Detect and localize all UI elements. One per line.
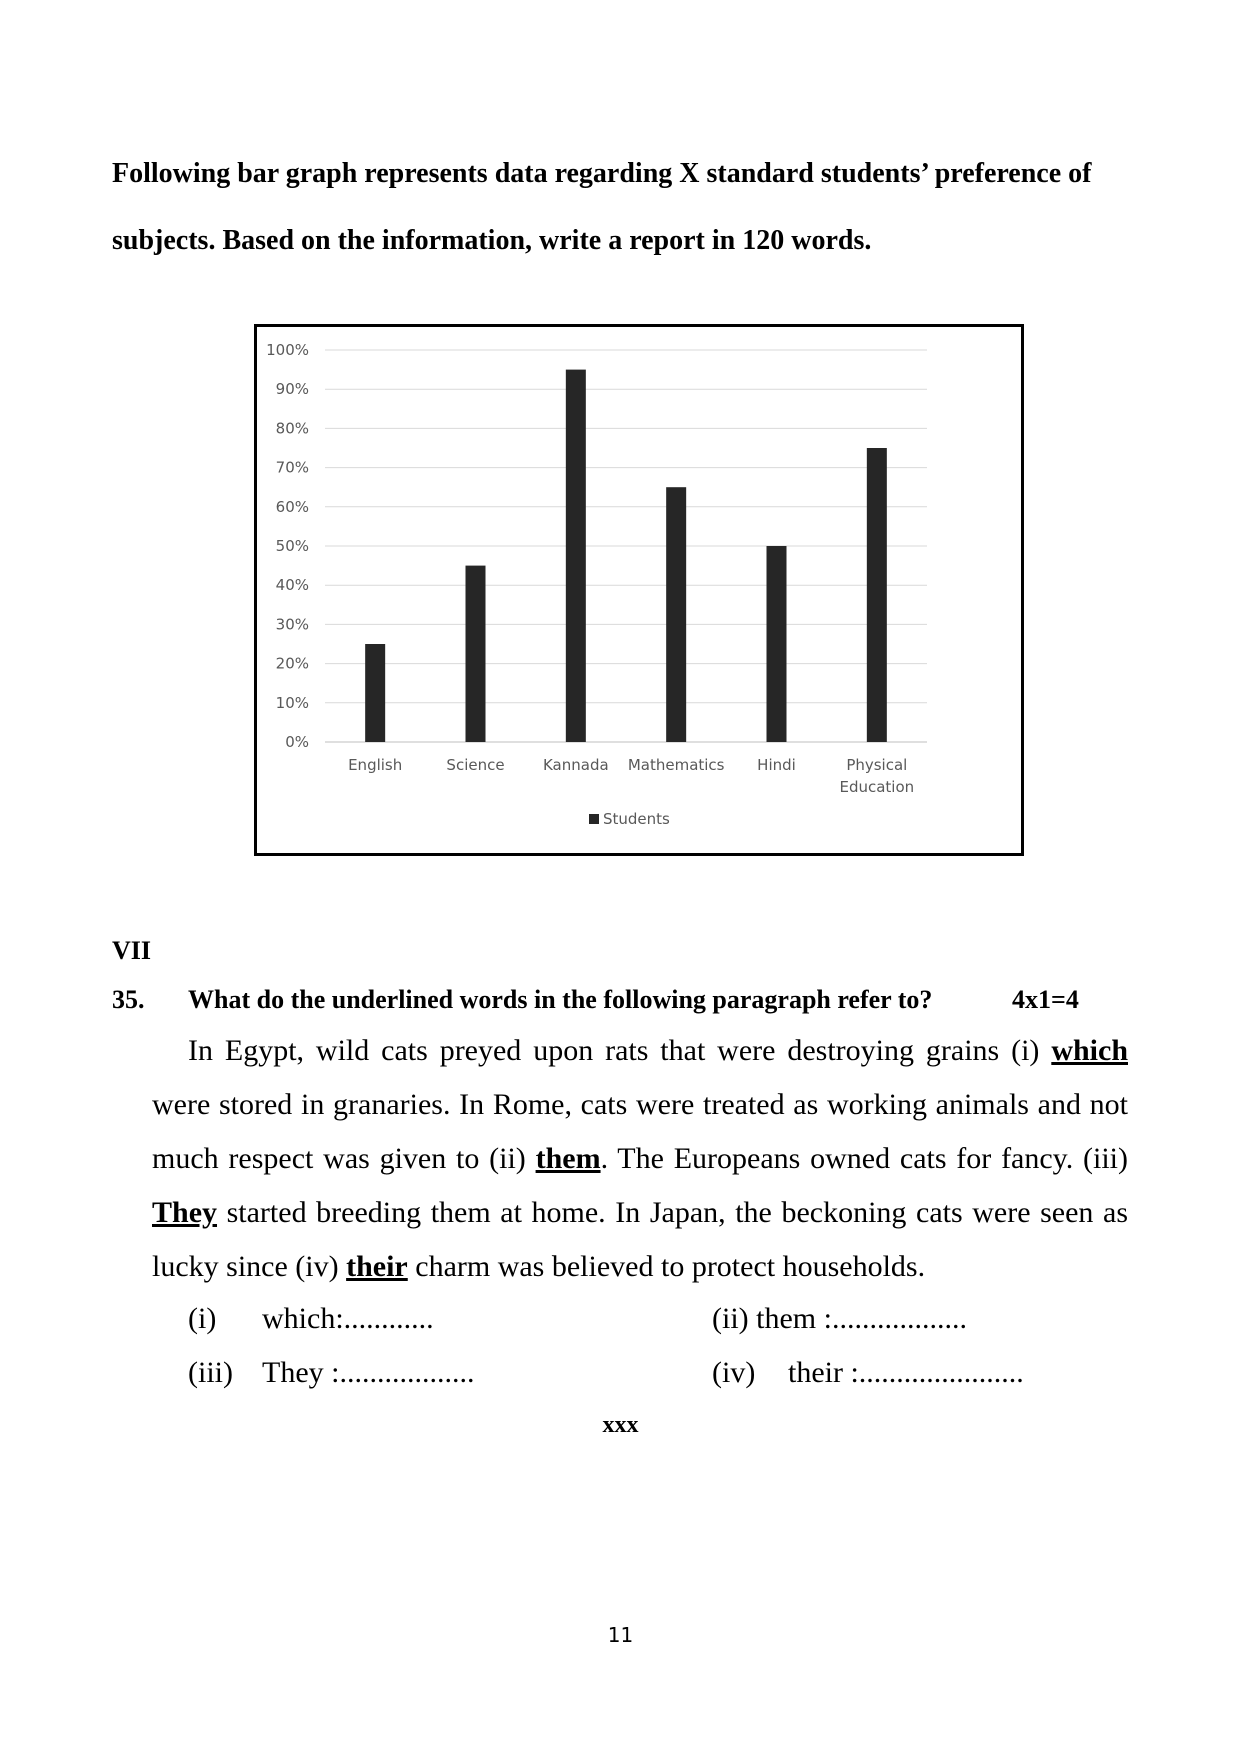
y-tick-label: 30% [275,615,309,634]
y-tick-label: 10% [275,693,309,712]
y-tick-label: 100% [266,341,309,359]
question-paragraph [152,1024,1128,1294]
section-label: VII [112,936,152,965]
page-number: 11 [607,1623,634,1647]
legend-label: Students [603,810,670,828]
paragraph-text: charm was believed to protect households. [407,1250,926,1283]
underlined-word-which: which [1051,1034,1128,1067]
bar-mathematics [666,487,686,742]
underlined-word-their: their [346,1250,408,1283]
bar-english [365,644,385,742]
y-tick-label: 70% [275,458,309,477]
answer-blank-iv: their :...................... [788,1356,1024,1389]
question-marks: 4x1=4 [1012,985,1079,1014]
x-tick-label: Education [839,778,915,796]
answer-blank-i: which:............ [262,1302,434,1335]
bar-chart [254,324,1024,856]
y-tick-label: 40% [275,576,309,595]
y-tick-label: 90% [275,380,309,399]
question-number: 35. [112,985,145,1014]
paragraph-text: In Egypt, wild cats preyed upon rats that were destroying grains (i) [188,1034,1052,1067]
x-tick-label: English [348,756,403,774]
y-tick-label: 80% [275,419,309,438]
x-tick-label: Science [446,756,505,774]
x-tick-label: Physical [846,756,908,774]
legend-swatch [589,814,599,824]
answer-number-iv: (iv) [712,1356,756,1389]
end-mark: xxx [602,1412,639,1438]
y-tick-label: 50% [275,537,309,555]
paragraph-text: started breeding them at home. In Japan, the beckoning cats were seen as lucky since (iv) [152,1196,1128,1283]
bar-chart-svg [257,327,1021,853]
y-tick-label: 60% [275,497,309,516]
paragraph-text: . The Europeans owned cats for fancy. (iii) [600,1142,1129,1175]
x-tick-label: Kannada [542,756,609,774]
bar-hindi [767,546,787,742]
instruction-text: Following bar graph represents data regarding X standard students’ preference of subjects. Based on the information, write a report in 120 words. [112,158,1092,256]
question-text: What do the underlined words in the following paragraph refer to? [188,985,933,1014]
y-tick-label: 20% [275,654,309,673]
answer-number-iii: (iii) [188,1356,233,1389]
bar-physical-education [867,448,887,742]
bar-science [466,566,486,742]
underlined-word-them: them [535,1142,601,1175]
underlined-word-they: They [152,1196,218,1229]
paragraph-text: were stored in granaries. In Rome, cats were treated as working animals and not much respect was given to (ii) [152,1088,1128,1175]
y-tick-label: 0% [285,733,309,751]
answer-blank-iii: They :.................. [262,1356,475,1389]
answer-number-i: (i) [188,1302,217,1335]
x-tick-label: Mathematics [627,756,725,774]
x-tick-label: Hindi [757,756,796,774]
bar-kannada [566,370,586,742]
answer-blank-ii: (ii) them :.................. [712,1302,967,1335]
